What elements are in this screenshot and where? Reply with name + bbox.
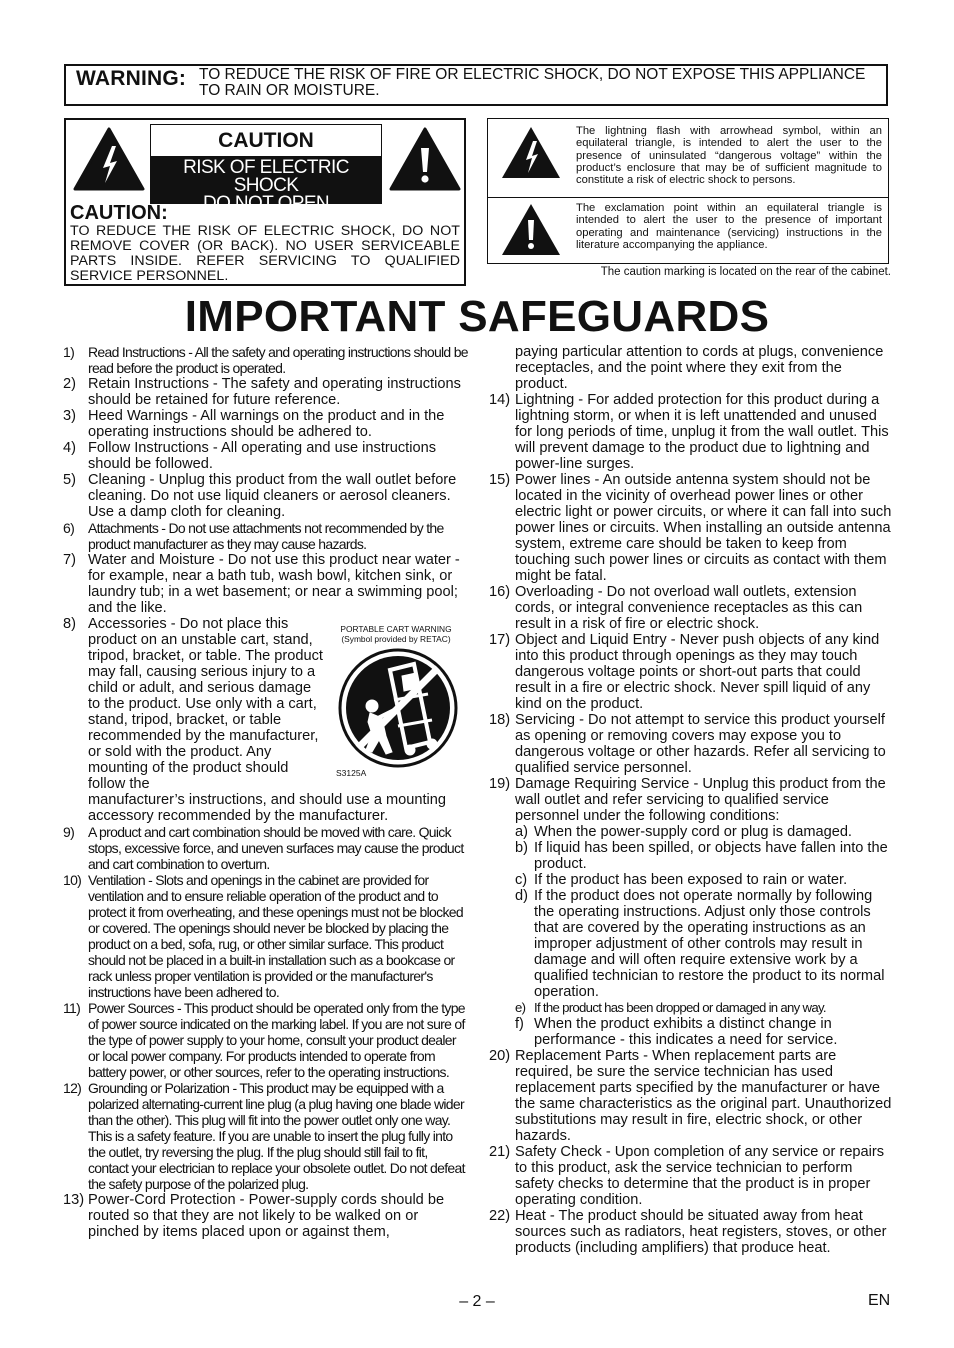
list-item: 8) Accessories - Do not place this product on an unstable cart, stand, tripod, bracket, or table. The product may fall, causing serious injury to a child or adult, and serious damage to the product. Use only with a cart, stand, tripod, bracket, or table recommended by the manufacturer, or sold with the product. Any mounting of the product should follow the manufacturer’s instructions, and should use a mounting accessory recommended by the manufacturer. — [63, 616, 447, 824]
warning-box — [64, 64, 888, 106]
warning-label: WARNING: — [76, 67, 187, 90]
cart-code: S3125A — [336, 768, 367, 778]
list-item: 18) Servicing - Do not attempt to service this product yourself as opening or removing covers may expose you to dangerous voltage or other hazards. Refer all servicing to qualified service personnel. — [489, 712, 886, 776]
list-item: 1) Read Instructions - All the safety and operating instructions should be read before the product is operated. — [63, 344, 468, 376]
list-item: 11) Power Sources - This product should be operated only from the type of power source indicated on the marking label. If you are not sure of the type of power supply to your home, consult your product dealer or local power company. For products intended to operate from battery power, or other sources, refer to the operating instructions. — [63, 1000, 465, 1080]
caution-label-body — [151, 156, 381, 214]
list-item: 19) Damage Requiring Service - Unplug this product from the wall outlet and refer servicing to qualified service personnel under the following conditions: a) When the power-supply cord or plug is damaged. b) If liquid has been spilled, or objects have fallen into the product. c) If the product has been exposed to rain or water. d) If the product does not operate normally by following the operating instructions. Adjust only those controls that are covered by the operating instructions as an improper adjustment of other controls may result in damage and will often require extensive work by a qualified technician to restore the product to its normal operation. e) If the product has been dropped or damaged in any way. f) When the product exhibits a distinct change in performance - this indicates a need for service. — [489, 776, 894, 1048]
caution-notice-text: TO REDUCE THE RISK OF ELECTRIC SHOCK, DO NOT REMOVE COVER (OR BACK). NO USER SERVICEABLE PARTS INSIDE. REFER SERVICING TO QUALIFIED SERVICE PERSONNEL. — [70, 223, 460, 284]
exclamation-warning-icon — [388, 126, 462, 192]
sub-item: c) If the product has been exposed to rain or water. — [515, 872, 848, 888]
list-item: 3) Heed Warnings - All warnings on the product and in the operating instructions should be adhered to. — [63, 408, 445, 440]
portable-cart-warning-icon — [332, 648, 464, 768]
list-item: 15) Power lines - An outside antenna system should not be located in the vicinity of overhead power lines or other electric light or power circuits, or where it can fall into such power lines or circuits. When installing an outside antenna system, extreme care should be taken to keep from touching such power lines or circuits as contact with them might be fatal. — [489, 472, 892, 584]
list-item: 14) Lightning - For added protection for this product during a lightning storm, or when it is left unattended and unused for long periods of time, unplug it from the wall outlet. This will prevent damage to the product due to lightning and power-line surges. — [489, 392, 889, 472]
caution-notice-label: CAUTION: — [70, 202, 168, 224]
sub-item: b) If liquid has been spilled, or objects have fallen into the product. — [515, 840, 888, 872]
page-title: IMPORTANT SAFEGUARDS — [184, 292, 770, 341]
sub-item: e) If the product has been dropped or damaged in any way. — [515, 1000, 826, 1015]
cart-warning-caption — [330, 624, 462, 644]
caution-label-line2: DO NOT OPEN — [202, 193, 330, 214]
list-item: 13) Power-Cord Protection - Power-supply cords should be routed so that they are not likely to be walked on or pinched by items placed upon or against them, — [63, 1192, 445, 1240]
lightning-symbol-text: The lightning flash with arrowhead symbol, within an equilateral triangle, is intended to alert the user to the presence of uninsulated “dangerous voltage” within the product’s enclosure that may be of sufficient magnitude to constitute a risk of electric shock to persons. — [576, 125, 882, 187]
caution-label-line1: RISK OF ELECTRIC SHOCK — [183, 157, 349, 196]
list-item: 10) Ventilation - Slots and openings in the cabinet are provided for ventilation and to ensure reliable operation of the product and to protect it from overheating, and these openings must not be blocked or covered. The openings should never be blocked by placing the product on a bed, sofa, rug, or other similar surface. This product should not be placed in a built-in installation such as a bookcase or rack unless proper ventilation is provided or the manufacturer's instructions have been adhered to. — [63, 872, 463, 1000]
sub-item: f) When the product exhibits a distinct change in performance - this indicates a need for service. — [515, 1016, 838, 1048]
list-item: 12) Grounding or Polarization - This product may be equipped with a polarized alternating-current line plug (a plug having one blade wider than the other). This plug will fit into the power outlet only one way. This is a safety feature. If you are unable to insert the plug fully into the outlet, try reversing the plug. If the plug should still fail to fit, contact your electrician to replace your obsolete outlet. Do not defeat the safety purpose of the polarized plug. — [63, 1080, 465, 1192]
exclamation-symbol-icon — [500, 202, 562, 258]
lightning-warning-icon — [72, 126, 146, 192]
exclamation-symbol-text: The exclamation point within an equilateral triangle is intended to alert the user to the presence of important operating and maintenance (servicing) instructions in the literature accompanying the appliance. — [576, 202, 882, 251]
list-item: 9) A product and cart combination should be moved with care. Quick stops, excessive force, and uneven surfaces may cause the product and cart combination to overturn. — [63, 824, 464, 872]
language-code: EN — [868, 1292, 891, 1309]
list-item: 2) Retain Instructions - The safety and operating instructions should be retained for future reference. — [63, 376, 461, 408]
warning-text: TO REDUCE THE RISK OF FIRE OR ELECTRIC SHOCK, DO NOT EXPOSE THIS APPLIANCE TO RAIN OR MOISTURE. — [199, 66, 866, 99]
list-item: 7) Water and Moisture - Do not use this product near water - for example, near a bath tub, wash bowl, kitchen sink, or laundry tub; in a wet basement; or near a swimming pool; and the like. — [63, 552, 460, 616]
right-column — [489, 344, 894, 1256]
continuation-text: paying particular attention to cords at plugs, convenience receptacles, and the point where they exit from the product. — [515, 344, 884, 392]
page-number: – 2 – — [459, 1293, 495, 1310]
cart-caption-line2: (Symbol provided by RETAC) — [341, 634, 451, 644]
sub-item: d) If the product does not operate normally by following the operating instructions. Adjust only those controls that are covered by the operating instructions as an improper adjustment of other controls may result in damage and will often require extensive work by a qualified technician to restore the product to its normal operation. — [515, 888, 885, 1000]
list-item: 16) Overloading - Do not overload wall outlets, extension cords, or integral convenience receptacles as this can result in a risk of fire or electric shock. — [489, 584, 863, 632]
list-item: 21) Safety Check - Upon completion of any service or repairs to this product, ask the service technician to perform safety checks to determine that the product is in proper operating condition. — [489, 1144, 885, 1208]
symbol-explanation-box — [487, 118, 889, 264]
caution-marking-note: The caution marking is located on the rear of the cabinet. — [600, 266, 891, 278]
cart-caption-line1: PORTABLE CART WARNING — [340, 624, 452, 634]
list-item: 6) Attachments - Do not use attachments not recommended by the product manufacturer as they may cause hazards. — [63, 520, 444, 552]
list-item: 22) Heat - The product should be situated away from heat sources such as radiators, heat registers, stoves, or other products (including amplifiers) that produce heat. — [489, 1208, 887, 1256]
lightning-symbol-icon — [500, 125, 562, 181]
list-item: 20) Replacement Parts - When replacement parts are required, be sure the service technician has used replacement parts specified by the manufacturer or have the same characteristics as the original part. Unauthorized substitutions may result in fire, electric shock, or other hazards. — [489, 1048, 892, 1144]
sub-item: a) When the power-supply cord or plug is damaged. — [515, 824, 852, 840]
symbol-divider — [488, 197, 888, 198]
caution-box — [64, 118, 466, 286]
list-item: 5) Cleaning - Unplug this product from the wall outlet before cleaning. Do not use liquid cleaners or aerosol cleaners. Use a damp cloth for cleaning. — [63, 472, 457, 520]
list-item: 4) Follow Instructions - All operating and use instructions should be followed. — [63, 440, 436, 472]
caution-label-header: CAUTION — [218, 129, 314, 152]
left-column — [63, 344, 468, 1240]
caution-label-box — [150, 124, 382, 214]
list-item: 17) Object and Liquid Entry - Never push objects of any kind into this product through openings as they may touch dangerous voltage points or short-out parts that could result in a fire or electric shock. Never spill liquid of any kind on the product. — [489, 632, 880, 712]
